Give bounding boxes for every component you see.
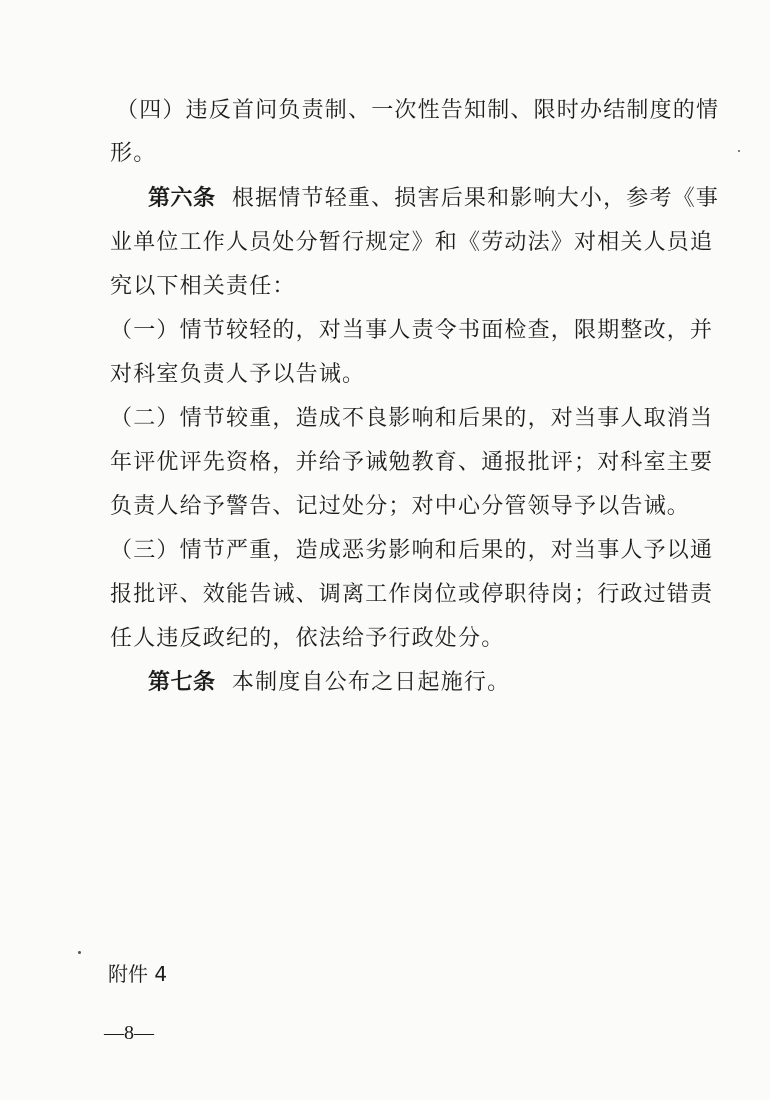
body-line: （四）违反首问负责制、一次性告知制、限时办结制度的情	[116, 98, 720, 123]
scan-speck	[78, 951, 81, 954]
body-line: （二）情节较重，造成不良影响和后果的，对当事人取消当	[110, 406, 714, 431]
body-line: （一）情节较轻的，对当事人责令书面检查，限期整改，并	[110, 318, 714, 343]
body-line: （三）情节严重，造成恶劣影响和后果的，对当事人予以通	[110, 538, 714, 563]
body-line: 年评优评先资格，并给予诫勉教育、通报批评；对科室主要	[110, 450, 714, 475]
article-seven: 第七条 本制度自公布之日起施行。	[148, 670, 511, 695]
body-line: 负责人给予警告、记过处分；对中心分管领导予以告诫。	[110, 494, 691, 519]
article-six: 第六条 根据情节轻重、损害后果和影响大小，参考《事	[148, 186, 720, 211]
body-line: 形。	[110, 141, 157, 166]
scan-speck	[738, 150, 740, 152]
page-number: —8—	[104, 1022, 154, 1044]
body-line: 任人违反政纪的，依法给予行政处分。	[110, 626, 505, 651]
body-line: 究以下相关责任：	[110, 274, 296, 299]
body-line: 报批评、效能告诫、调离工作岗位或停职待岗；行政过错责	[110, 582, 714, 607]
attachment-label: 附件 4	[108, 962, 168, 986]
body-line: 对科室负责人予以告诫。	[110, 362, 366, 387]
article-heading: 第七条	[148, 670, 216, 695]
body-line: 业单位工作人员处分暂行规定》和《劳动法》对相关人员追	[110, 230, 714, 255]
article-heading: 第六条	[148, 186, 216, 211]
